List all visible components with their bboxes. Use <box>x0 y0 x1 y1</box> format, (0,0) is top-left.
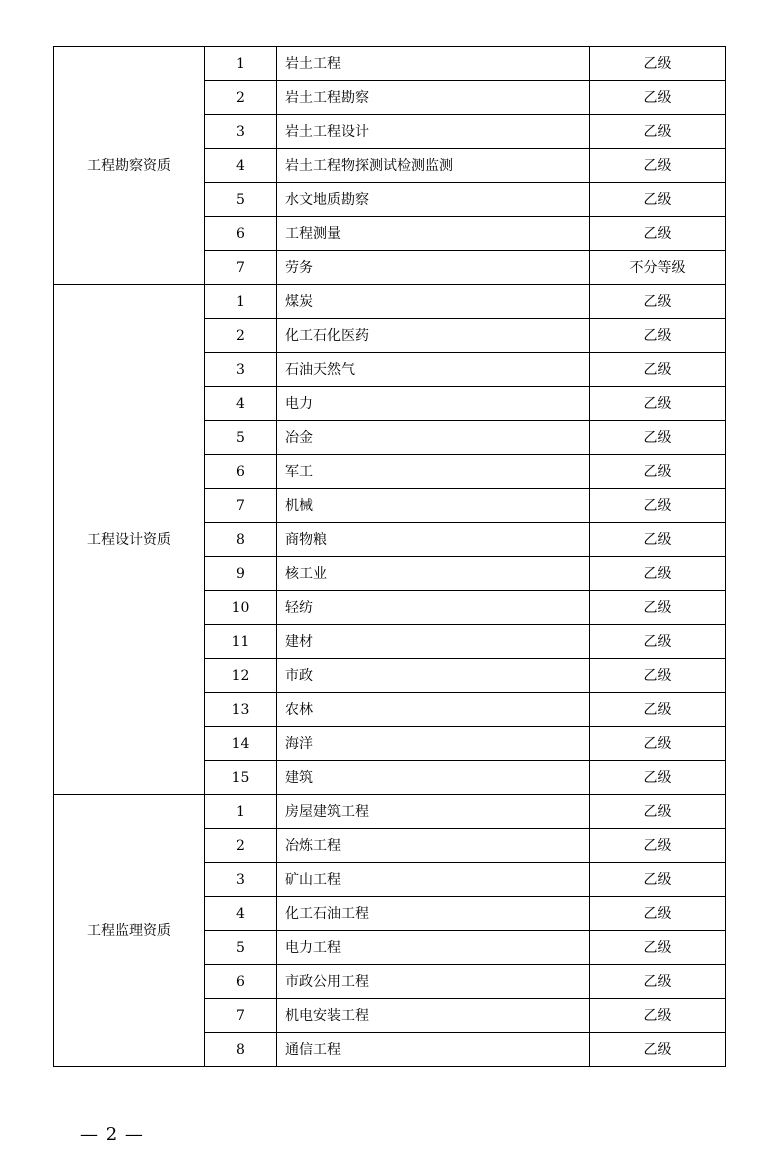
page-number: — 2 — <box>80 1124 144 1145</box>
row-number-cell: 3 <box>205 115 277 149</box>
grade-cell: 乙级 <box>590 761 726 795</box>
row-number-cell: 8 <box>205 1033 277 1067</box>
row-number-cell: 4 <box>205 897 277 931</box>
grade-cell: 不分等级 <box>590 251 726 285</box>
category-cell: 工程设计资质 <box>54 285 205 795</box>
row-number-cell: 4 <box>205 387 277 421</box>
row-number-cell: 3 <box>205 353 277 387</box>
qualification-name-cell: 军工 <box>277 455 590 489</box>
qualification-name-cell: 房屋建筑工程 <box>277 795 590 829</box>
row-number-cell: 9 <box>205 557 277 591</box>
row-number-cell: 7 <box>205 489 277 523</box>
qualification-name-cell: 电力 <box>277 387 590 421</box>
row-number-cell: 4 <box>205 149 277 183</box>
qualification-name-cell: 矿山工程 <box>277 863 590 897</box>
row-number-cell: 5 <box>205 183 277 217</box>
row-number-cell: 3 <box>205 863 277 897</box>
qualification-name-cell: 工程测量 <box>277 217 590 251</box>
qualification-name-cell: 海洋 <box>277 727 590 761</box>
grade-cell: 乙级 <box>590 625 726 659</box>
grade-cell: 乙级 <box>590 353 726 387</box>
row-number-cell: 15 <box>205 761 277 795</box>
row-number-cell: 12 <box>205 659 277 693</box>
qualification-name-cell: 建筑 <box>277 761 590 795</box>
grade-cell: 乙级 <box>590 1033 726 1067</box>
qualification-name-cell: 岩土工程设计 <box>277 115 590 149</box>
qualification-name-cell: 化工石化医药 <box>277 319 590 353</box>
category-cell: 工程监理资质 <box>54 795 205 1067</box>
row-number-cell: 5 <box>205 421 277 455</box>
qualification-name-cell: 轻纺 <box>277 591 590 625</box>
qualification-name-cell: 建材 <box>277 625 590 659</box>
row-number-cell: 13 <box>205 693 277 727</box>
qualification-name-cell: 化工石油工程 <box>277 897 590 931</box>
grade-cell: 乙级 <box>590 693 726 727</box>
qualification-name-cell: 通信工程 <box>277 1033 590 1067</box>
qualification-name-cell: 农林 <box>277 693 590 727</box>
row-number-cell: 2 <box>205 829 277 863</box>
grade-cell: 乙级 <box>590 829 726 863</box>
qualification-name-cell: 市政公用工程 <box>277 965 590 999</box>
category-cell: 工程勘察资质 <box>54 47 205 285</box>
grade-cell: 乙级 <box>590 897 726 931</box>
row-number-cell: 1 <box>205 285 277 319</box>
qualification-name-cell: 机电安装工程 <box>277 999 590 1033</box>
grade-cell: 乙级 <box>590 659 726 693</box>
row-number-cell: 1 <box>205 47 277 81</box>
row-number-cell: 2 <box>205 319 277 353</box>
row-number-cell: 10 <box>205 591 277 625</box>
table-row <box>54 285 726 319</box>
row-number-cell: 7 <box>205 999 277 1033</box>
row-number-cell: 5 <box>205 931 277 965</box>
grade-cell: 乙级 <box>590 591 726 625</box>
qualification-name-cell: 水文地质勘察 <box>277 183 590 217</box>
grade-cell: 乙级 <box>590 217 726 251</box>
grade-cell: 乙级 <box>590 931 726 965</box>
grade-cell: 乙级 <box>590 557 726 591</box>
row-number-cell: 6 <box>205 455 277 489</box>
qualification-name-cell: 冶金 <box>277 421 590 455</box>
grade-cell: 乙级 <box>590 183 726 217</box>
grade-cell: 乙级 <box>590 489 726 523</box>
qualification-name-cell: 核工业 <box>277 557 590 591</box>
qualification-name-cell: 劳务 <box>277 251 590 285</box>
qualification-name-cell: 岩土工程 <box>277 47 590 81</box>
row-number-cell: 1 <box>205 795 277 829</box>
qualification-name-cell: 商物粮 <box>277 523 590 557</box>
table-row <box>54 47 726 81</box>
grade-cell: 乙级 <box>590 421 726 455</box>
row-number-cell: 14 <box>205 727 277 761</box>
grade-cell: 乙级 <box>590 455 726 489</box>
qualification-name-cell: 石油天然气 <box>277 353 590 387</box>
row-number-cell: 7 <box>205 251 277 285</box>
qualification-name-cell: 冶炼工程 <box>277 829 590 863</box>
grade-cell: 乙级 <box>590 81 726 115</box>
grade-cell: 乙级 <box>590 115 726 149</box>
grade-cell: 乙级 <box>590 523 726 557</box>
grade-cell: 乙级 <box>590 319 726 353</box>
grade-cell: 乙级 <box>590 727 726 761</box>
qualification-name-cell: 岩土工程勘察 <box>277 81 590 115</box>
qualification-name-cell: 市政 <box>277 659 590 693</box>
grade-cell: 乙级 <box>590 47 726 81</box>
row-number-cell: 8 <box>205 523 277 557</box>
grade-cell: 乙级 <box>590 795 726 829</box>
grade-cell: 乙级 <box>590 285 726 319</box>
grade-cell: 乙级 <box>590 387 726 421</box>
qualification-table <box>53 46 726 1067</box>
qualification-name-cell: 电力工程 <box>277 931 590 965</box>
qualification-table-body <box>54 47 726 1067</box>
row-number-cell: 11 <box>205 625 277 659</box>
qualification-name-cell: 煤炭 <box>277 285 590 319</box>
qualification-name-cell: 机械 <box>277 489 590 523</box>
grade-cell: 乙级 <box>590 863 726 897</box>
grade-cell: 乙级 <box>590 999 726 1033</box>
qualification-name-cell: 岩土工程物探测试检测监测 <box>277 149 590 183</box>
grade-cell: 乙级 <box>590 149 726 183</box>
row-number-cell: 2 <box>205 81 277 115</box>
row-number-cell: 6 <box>205 965 277 999</box>
grade-cell: 乙级 <box>590 965 726 999</box>
row-number-cell: 6 <box>205 217 277 251</box>
table-row <box>54 795 726 829</box>
